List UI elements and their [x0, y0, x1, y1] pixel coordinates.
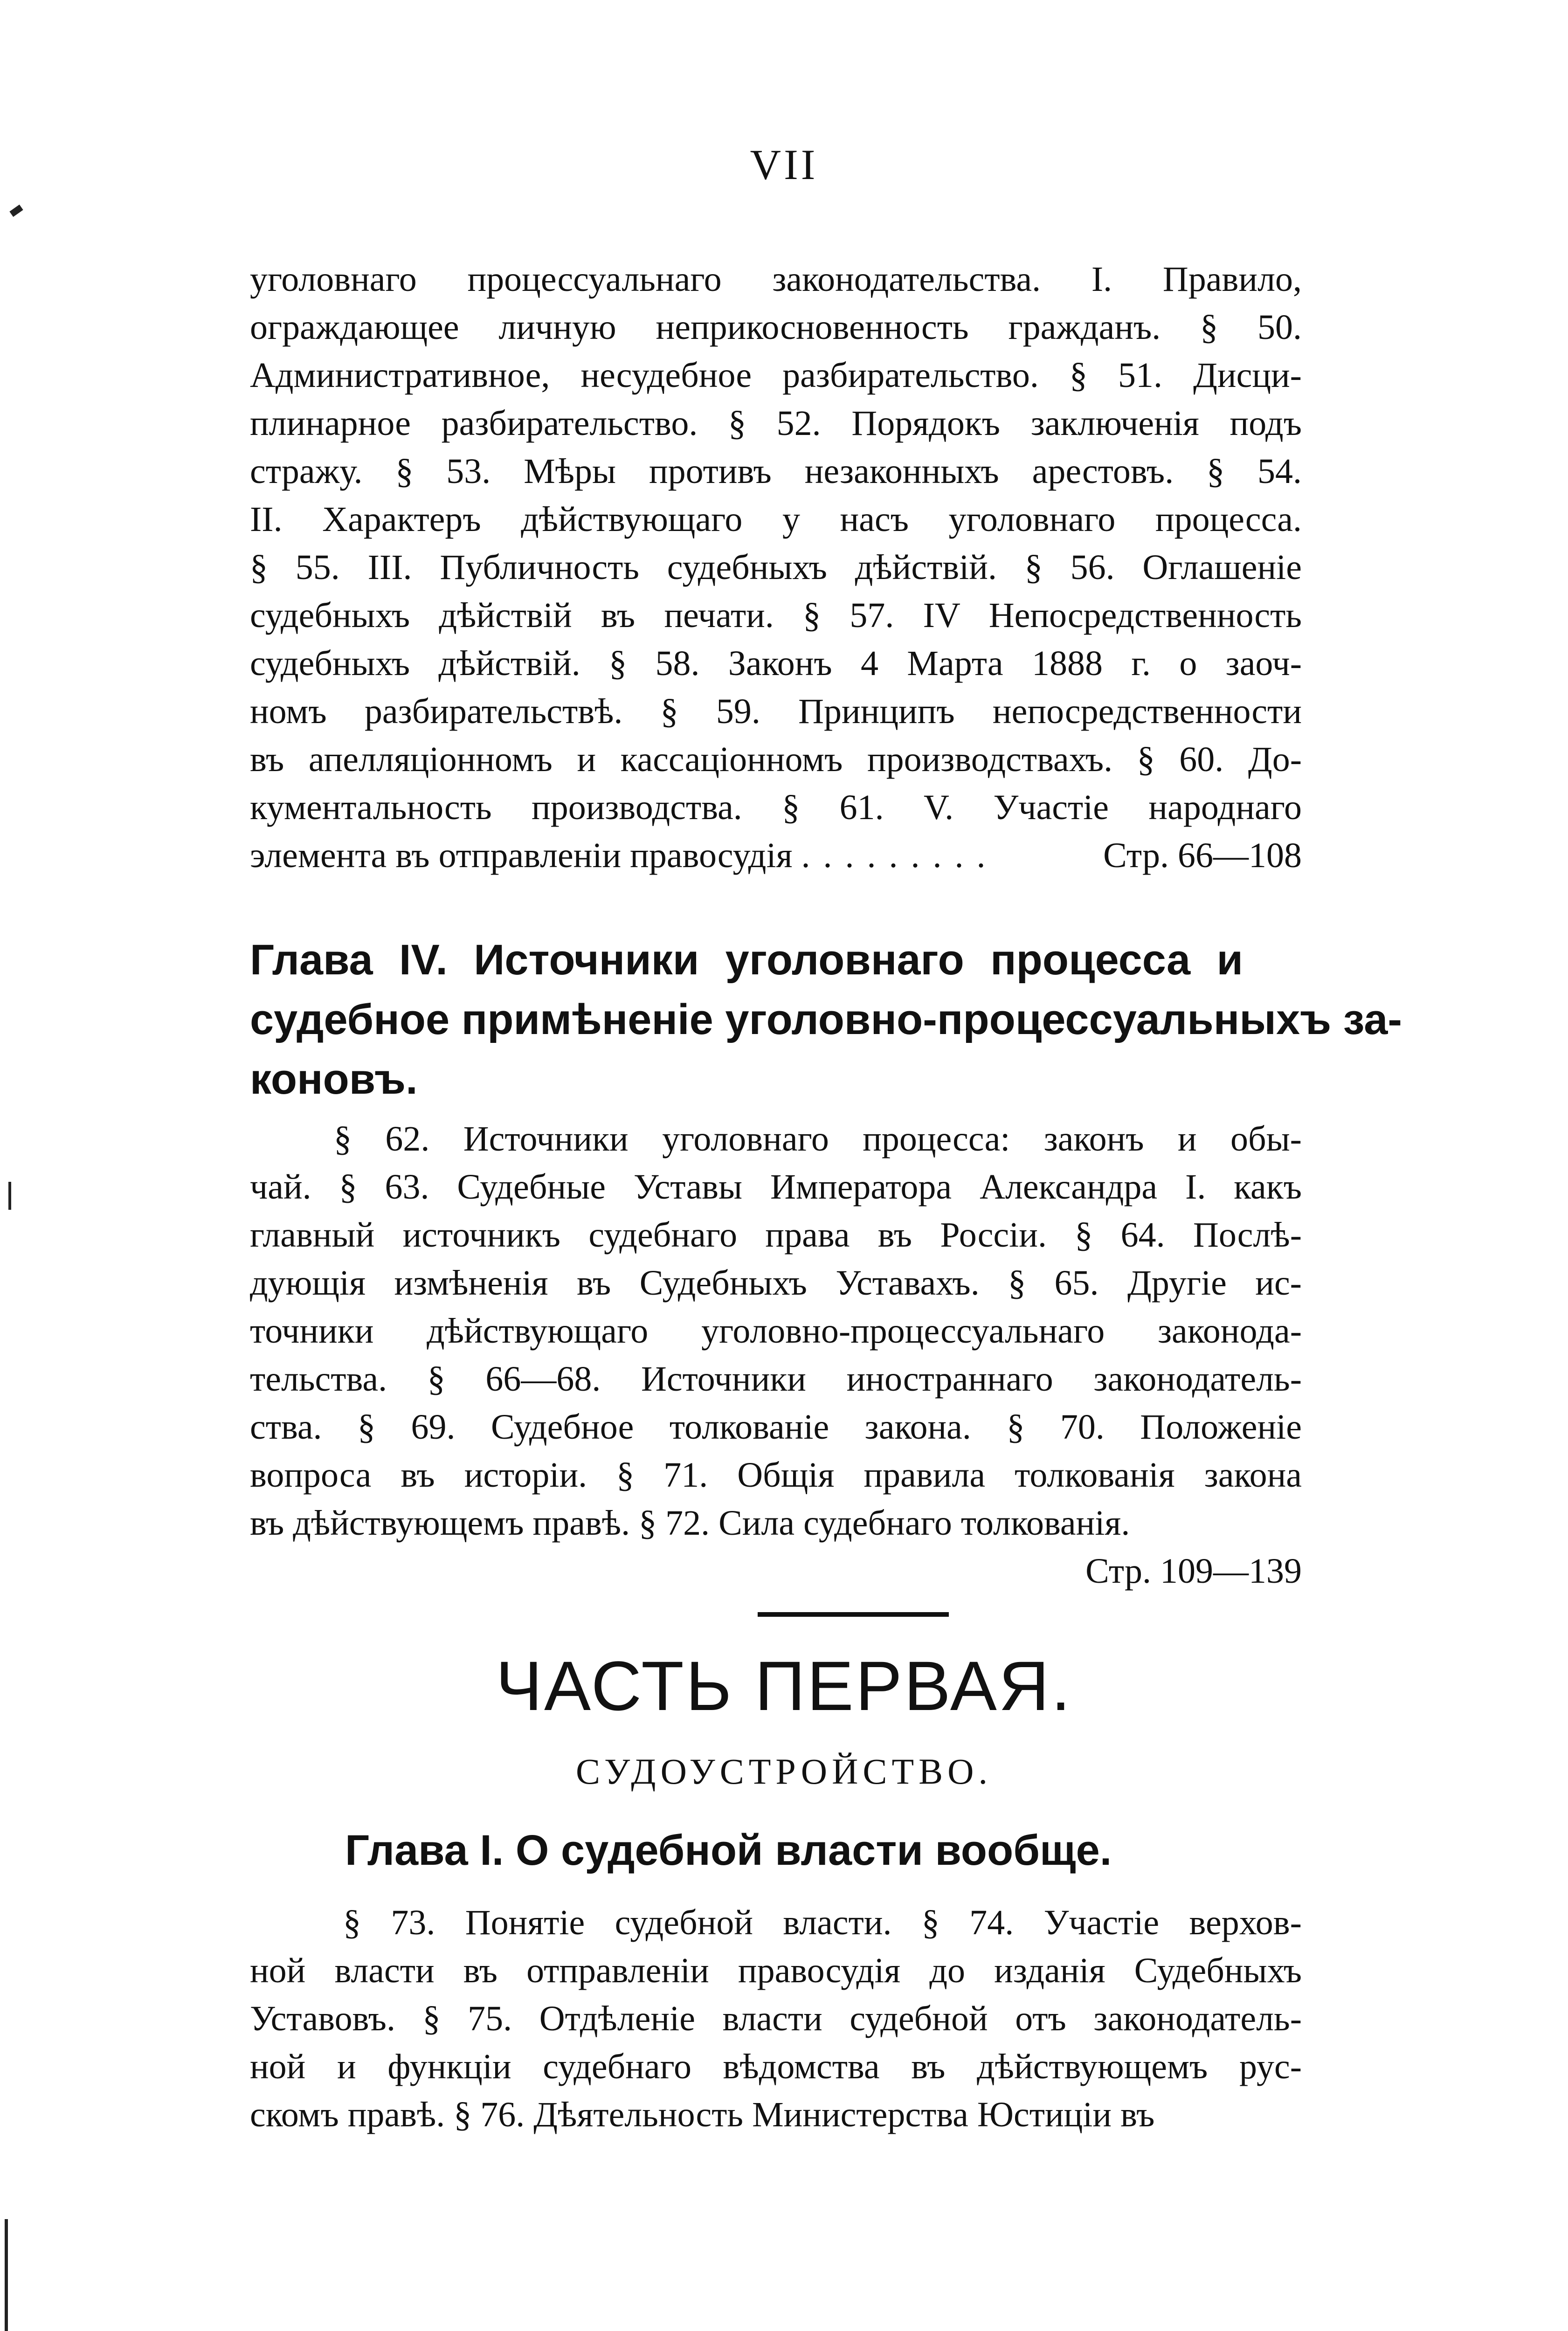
contents-line: Уставовъ. § 75. Отдѣленіе власти судебной отъ законодатель- [250, 1999, 1302, 2038]
contents-paragraph [250, 1899, 1302, 2139]
contents-line: плинарное разбирательство. § 52. Порядокъ заключенія подъ [250, 404, 1302, 443]
chapter-heading-line: Глава IV. Источники уголовнаго процесса и [250, 936, 1243, 984]
margin-ink-mark [9, 205, 23, 217]
page-number: VII [750, 141, 818, 188]
page-range: Стр. 109—139 [1085, 1552, 1302, 1591]
chapter-heading-line: Глава I. О судебной власти вообще. [345, 1827, 1112, 1874]
chapter-heading [250, 930, 1402, 1109]
contents-line: вопроса въ исторіи. § 71. Общія правила толкованія закона [250, 1455, 1302, 1495]
chapter-heading-line: судебное примѣненіе уголовно-процессуальныхъ за- [250, 996, 1402, 1043]
contents-line [250, 1499, 1302, 1591]
contents-paragraph [250, 1115, 1302, 1595]
chapter-heading [345, 1821, 1231, 1880]
contents-line-text: въ дѣйствующемъ правѣ. § 72. Сила судебнаго толкованія. [250, 1503, 1130, 1543]
contents-line: скомъ правѣ. § 76. Дѣятельность Министерства Юстиціи въ [250, 2095, 1155, 2134]
contents-line: § 62. Источники уголовнаго процесса: законъ и обы- [334, 1119, 1302, 1159]
leader-dots: ......... [801, 836, 999, 875]
part-subtitle: СУДОУСТРОЙСТВО. [576, 1751, 992, 1792]
contents-line: чай. § 63. Судебные Уставы Императора Александра I. какъ [250, 1167, 1302, 1207]
contents-line: дующія измѣненія въ Судебныхъ Уставахъ. § 65. Другіе ис- [250, 1263, 1302, 1303]
contents-line: § 55. III. Публичность судебныхъ дѣйствій. § 56. Оглашеніе [250, 548, 1302, 587]
contents-line: судебныхъ дѣйствій. § 58. Законъ 4 Марта 1888 г. о заоч- [250, 644, 1302, 683]
section-divider [758, 1612, 949, 1617]
contents-line: уголовнаго процессуальнаго законодательства. I. Правило, [250, 260, 1302, 299]
contents-line: номъ разбирательствѣ. § 59. Принципъ непосредственности [250, 692, 1302, 731]
page-range: Стр. 66—108 [1103, 836, 1302, 875]
contents-line: ной власти въ отправленіи правосудія до изданія Судебныхъ [250, 1951, 1302, 1990]
contents-line: ства. § 69. Судебное толкованіе закона. § 70. Положеніе [250, 1407, 1302, 1447]
contents-line-text: элемента въ отправленіи правосудія [250, 836, 793, 875]
contents-line: тельства. § 66—68. Источники иностраннаго законодатель- [250, 1359, 1302, 1399]
contents-paragraph [250, 255, 1302, 880]
contents-line: ной и функціи судебнаго вѣдомства въ дѣйствующемъ рус- [250, 2047, 1302, 2086]
contents-line: ограждающее личную неприкосновенность гражданъ. § 50. [250, 308, 1302, 347]
margin-ink-mark [8, 1182, 11, 1210]
contents-line: въ апелляціонномъ и кассаціонномъ производствахъ. § 60. До- [250, 740, 1302, 779]
contents-line: кументальность производства. § 61. V. Участіе народнаго [250, 788, 1302, 827]
contents-line [250, 832, 1302, 880]
margin-ink-mark [5, 2219, 8, 2331]
contents-line: стражу. § 53. Мѣры противъ незаконныхъ арестовъ. § 54. [250, 452, 1302, 491]
contents-line: точники дѣйствующаго уголовно-процессуальнаго законода- [250, 1311, 1302, 1351]
contents-line: II. Характеръ дѣйствующаго у насъ уголовнаго процесса. [250, 500, 1302, 539]
contents-line: судебныхъ дѣйствій въ печати. § 57. IV Непосредственность [250, 596, 1302, 635]
contents-line: Административное, несудебное разбирательство. § 51. Дисци- [250, 356, 1302, 395]
contents-line: § 73. Понятіе судебной власти. § 74. Участіе верхов- [343, 1903, 1302, 1942]
contents-line: главный источникъ судебнаго права въ Россіи. § 64. Послѣ- [250, 1215, 1302, 1255]
part-title: ЧАСТЬ ПЕРВАЯ. [496, 1647, 1072, 1725]
chapter-heading-line: коновъ. [250, 1055, 418, 1103]
